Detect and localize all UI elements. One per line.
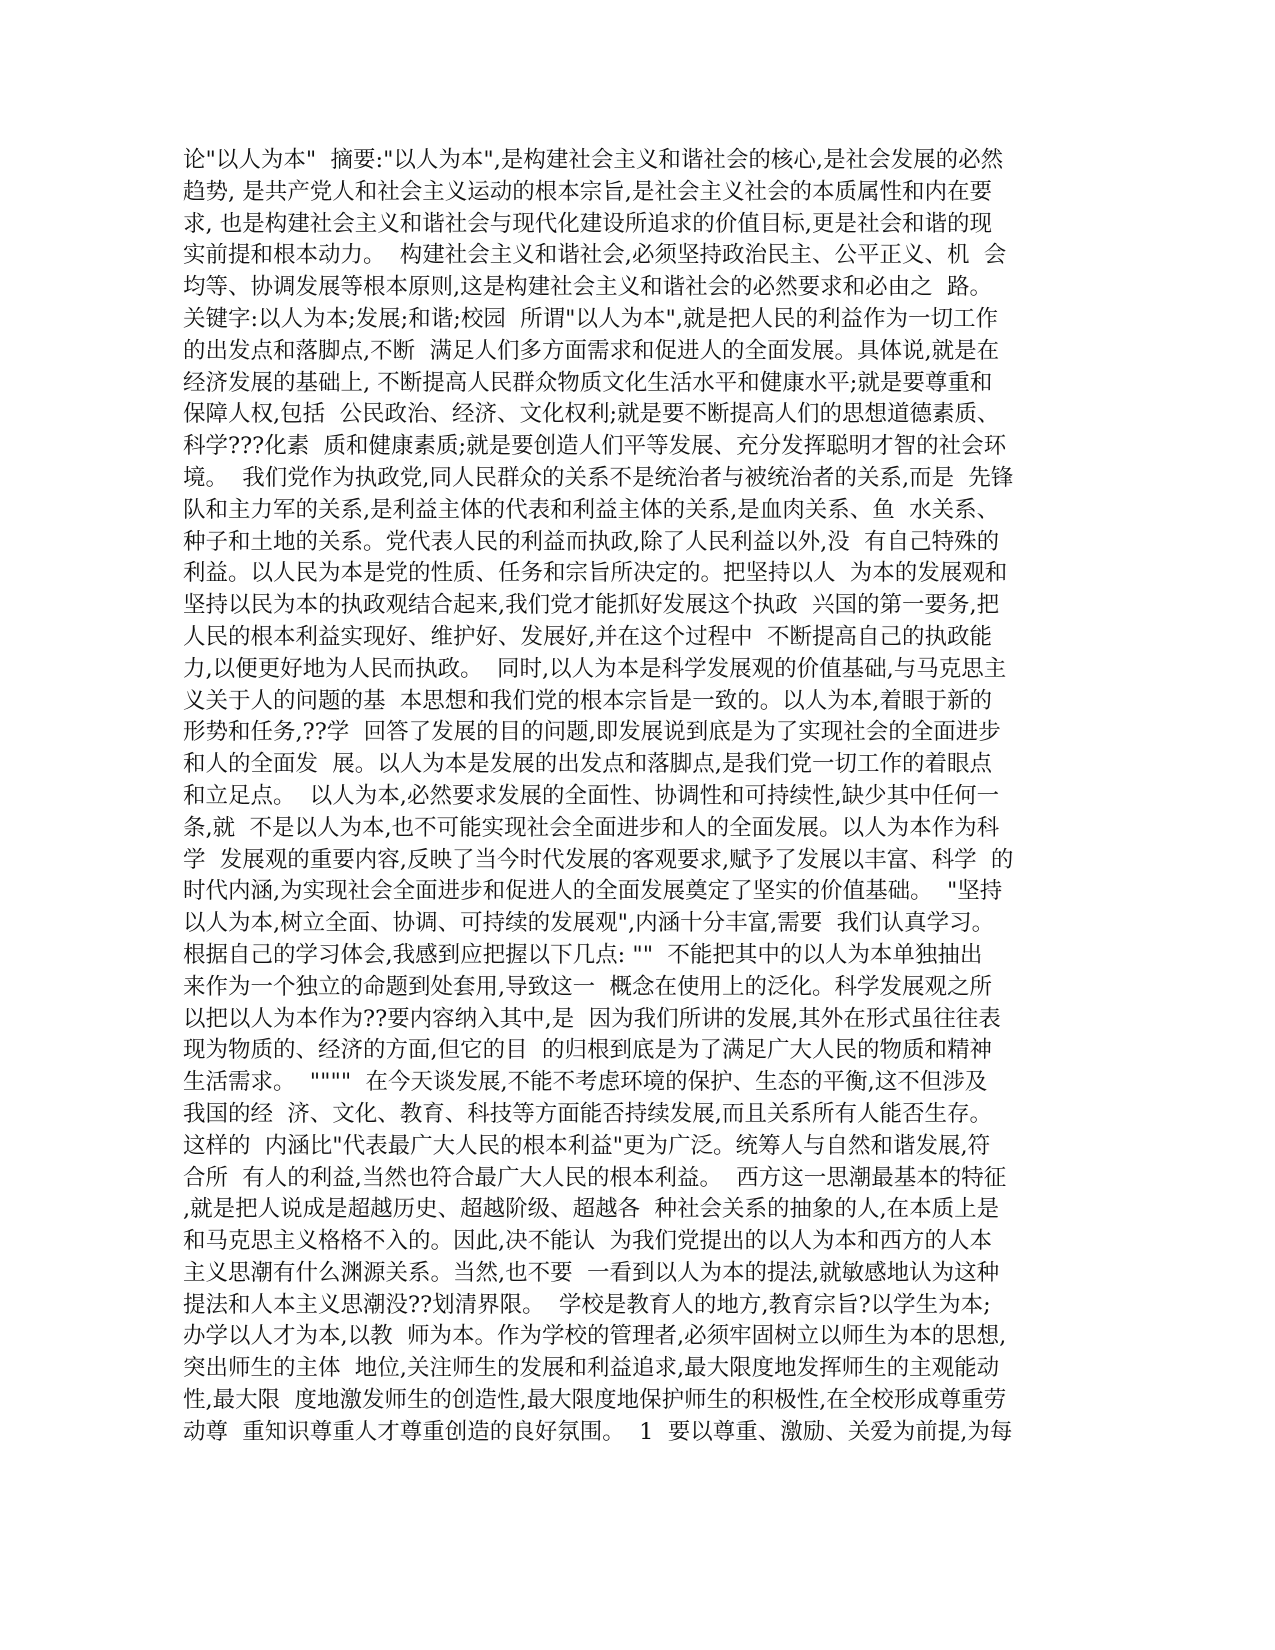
text-line: 和马克思主义格格不入的。因此,决不能认 为我们党提出的以人为本和西方的人本: [183, 1228, 992, 1255]
text-line: 的出发点和落脚点,不断 满足人们多方面需求和促进人的全面发展。具体说,就是在: [183, 337, 1000, 364]
text-line: 学 发展观的重要内容,反映了当今时代发展的客观要求,赋予了发展以丰富、科学 的: [183, 846, 1014, 873]
text-line: 科学???化素 质和健康素质;就是要创造人们平等发展、充分发挥聪明才智的社会环: [183, 433, 1007, 460]
text-line: 生活需求。 """" 在今天谈发展,不能不考虑环境的保护、生态的平衡,这不但涉及: [183, 1069, 988, 1096]
text-line: 求, 也是构建社会主义和谐社会与现代化建设所追求的价值目标,更是社会和谐的现: [183, 210, 992, 237]
text-line: 以人为本,树立全面、协调、可持续的发展观",内涵十分丰富,需要 我们认真学习。: [183, 910, 995, 937]
text-line: 人民的根本利益实现好、维护好、发展好,并在这个过程中 不断提高自己的执政能: [183, 623, 992, 650]
text-line: 实前提和根本动力。 构建社会主义和谐社会,必须坚持政治民主、公平正义、机 会: [183, 242, 1007, 269]
text-line: 均等、协调发展等根本原则,这是构建社会主义和谐社会的必然要求和必由之 路。: [183, 274, 992, 301]
text-line: 性,最大限 度地激发师生的创造性,最大限度地保护师生的积极性,在全校形成尊重劳: [183, 1387, 1007, 1414]
text-line: ,就是把人说成是超越历史、超越阶级、超越各 种社会关系的抽象的人,在本质上是: [183, 1196, 1000, 1223]
text-line: 和人的全面发 展。以人为本是发展的出发点和落脚点,是我们党一切工作的着眼点: [183, 751, 992, 778]
text-line: 境。 我们党作为执政党,同人民群众的关系不是统治者与被统治者的关系,而是 先锋: [183, 464, 1014, 491]
body-text: [183, 145, 1093, 1449]
text-line: 以把以人为本作为??要内容纳入其中,是 因为我们所讲的发展,其外在形式虽往往表: [183, 1005, 1001, 1032]
text-line: 来作为一个独立的命题到处套用,导致这一 概念在使用上的泛化。科学发展观之所: [183, 973, 992, 1000]
text-line: 队和主力军的关系,是利益主体的代表和利益主体的关系,是血肉关系、鱼 水关系、: [183, 496, 1000, 523]
text-line: 保障人权,包括 公民政治、经济、文化权利;就是要不断提高人们的思想道德素质、: [183, 401, 1000, 428]
text-line: 经济发展的基础上, 不断提高人民群众物质文化生活水平和健康水平;就是要尊重和: [183, 369, 993, 396]
text-line: 形势和任务,??学 回答了发展的目的问题,即发展说到底是为了实现社会的全面进步: [183, 719, 1001, 746]
text-line: 坚持以民为本的执政观结合起来,我们党才能抓好发展这个执政 兴国的第一要务,把: [183, 592, 1000, 619]
text-line: 力,以便更好地为人民而执政。 同时,以人为本是科学发展观的价值基础,与马克思主: [183, 655, 1007, 682]
text-line: 突出师生的主体 地位,关注师生的发展和利益追求,最大限度地发挥师生的主观能动: [183, 1355, 1000, 1382]
text-line: 条,就 不是以人为本,也不可能实现社会全面进步和人的全面发展。以人为本作为科: [183, 814, 1000, 841]
text-line: 这样的 内涵比"代表最广大人民的根本利益"更为广泛。统筹人与自然和谐发展,符: [183, 1132, 991, 1159]
text-line: 种子和土地的关系。党代表人民的利益而执政,除了人民利益以外,没 有自己特殊的: [183, 528, 1000, 555]
text-line: 主义思潮有什么渊源关系。当然,也不要 一看到以人为本的提法,就敏感地认为这种: [183, 1259, 1000, 1286]
text-line: 根据自己的学习体会,我感到应把握以下几点: "" 不能把其中的以人为本单独抽出: [183, 941, 983, 968]
text-line: 论"以人为本" 摘要:"以人为本",是构建社会主义和谐社会的核心,是社会发展的必然: [183, 147, 1004, 173]
text-line: 合所 有人的利益,当然也符合最广大人民的根本利益。 西方这一思潮最基本的特征: [183, 1164, 1007, 1191]
text-line: 趋势, 是共产党人和社会主义运动的根本宗旨,是社会主义社会的本质属性和内在要: [183, 178, 992, 205]
text-line: 动尊 重知识尊重人才尊重创造的良好氛围。 1 要以尊重、激励、关爱为前提,为每: [183, 1418, 1013, 1445]
text-line: 时代内涵,为实现社会全面进步和促进人的全面发展奠定了坚实的价值基础。 "坚持: [183, 878, 1003, 905]
text-line: 关键字:以人为本;发展;和谐;校园 所谓"以人为本",就是把人民的利益作为一切工作: [183, 305, 998, 332]
text-line: 提法和人本主义思潮没??划清界限。 学校是教育人的地方,教育宗旨?以学生为本;: [183, 1291, 991, 1318]
text-line: 我国的经 济、文化、教育、科技等方面能否持续发展,而且关系所有人能否生存。: [183, 1100, 992, 1127]
text-line: 办学以人才为本,以教 师为本。作为学校的管理者,必须牢固树立以师生为本的思想,: [183, 1323, 1007, 1350]
text-line: 义关于人的问题的基 本思想和我们党的根本宗旨是一致的。以人为本,着眼于新的: [183, 687, 992, 714]
text-line: 和立足点。 以人为本,必然要求发展的全面性、协调性和可持续性,缺少其中任何一: [183, 782, 1000, 809]
text-line: 利益。以人民为本是党的性质、任务和宗旨所决定的。把坚持以人 为本的发展观和: [183, 560, 1008, 587]
text-line: 现为物质的、经济的方面,但它的目 的归根到底是为了满足广大人民的物质和精神: [183, 1037, 992, 1064]
